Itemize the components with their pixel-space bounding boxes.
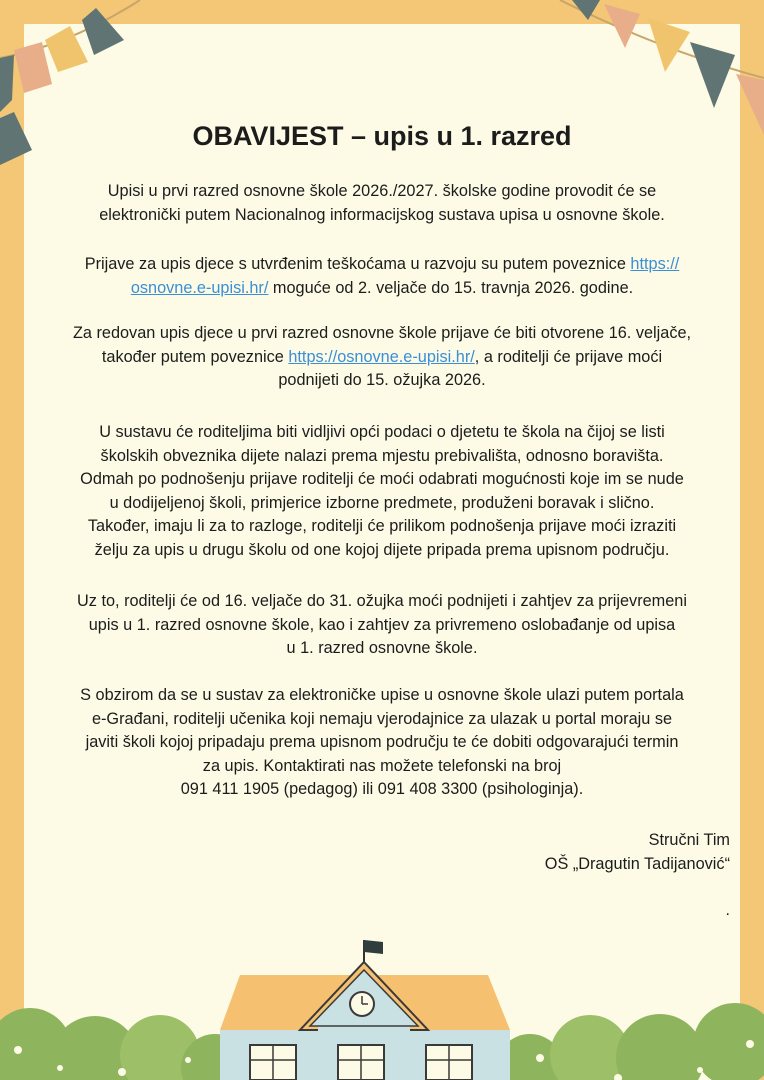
paragraph-early-enrollment: Uz to, roditelji će od 16. veljače do 31. ožujka moći podnijeti i zahtjev za prijevremeni upis u 1. razred osnovne škole, kao i zahtjev za privremeno oslobađanje od upisa u 1. razred osnovne škole.: [77, 592, 687, 657]
paragraph-system-info: U sustavu će roditeljima biti vidljivi opći podaci o djetetu te škola na čijoj se listi školskih obveznika dijete nalazi prema mjestu prebivališta, odnosno boravišta. Odmah po podnošenju prijave roditelji će moći odabrati mogućnosti koje im se nude u dodijeljenoj školi, primjerice izborne predmete, produženi boravak i slično. Također, imaju li za to razloge, roditelji će prilikom podnošenja prijave moći izraziti želju za upis u drugu školu od one kojoj dijete pripada prema upisnom području.: [80, 423, 684, 559]
paragraph-contact: S obzirom da se u sustav za elektroničke upise u osnovne škole ulazi putem portala e-Građani, roditelji učenika koji nemaju vjerodajnice za ulazak u portal moraju se javiti školi kojoj pripadaju prema upisnom području te će dobiti odgovarajući termin za upis. Kontaktirati nas možete telefonski na broj 091 411 1905 (pedagog) ili 091 408 3300 (psihologinja).: [80, 686, 684, 798]
phone-numbers: 091 411 1905 (pedagog) ili 091 408 3300 (psihologinja).: [180, 780, 584, 798]
flag-icon: [690, 42, 735, 108]
signature-school: OŠ „Dragutin Tadijanović“: [544, 854, 730, 873]
eupisi-link-continued[interactable]: osnovne.e-upisi.hr/: [130, 278, 269, 297]
flag-icon: [0, 55, 14, 112]
paragraph-regular-enrollment: Za redovan upis djece u prvi razred osnovne škole prijave će biti otvorene 16. veljače, također putem poveznice https://osnovne.e-upisi.hr/, a roditelji će prijave moći podnijeti do 15. ožujka 2026.: [72, 324, 692, 389]
paragraph-intro: Upisi u prvi razred osnovne škole 2026./2027. školske godine provodit će se elektronički putem Nacionalnog informacijskog sustava upisa u osnovne škole.: [99, 182, 665, 224]
bushes-right: [496, 1003, 764, 1080]
paragraph-special-needs: Prijave za upis djece s utvrđenim teškoćama u razvoju su putem poveznice https:// osnovne.e-upisi.hr/ moguće od 2. veljače do 15. travnja 2026. godine.: [84, 255, 680, 297]
flag-icon: [604, 4, 640, 48]
bunting-right: [560, 0, 764, 135]
flag-icon: [14, 42, 52, 93]
signature-team: Stručni Tim: [648, 831, 730, 849]
page-title: OBAVIJEST – upis u 1. razred: [192, 121, 572, 151]
trailing-dot: .: [725, 902, 730, 919]
eupisi-link[interactable]: https://: [630, 255, 680, 273]
signature: [545, 829, 730, 876]
flag-icon: [82, 8, 124, 55]
bushes-left: [0, 1008, 249, 1080]
flag-icon: [648, 18, 690, 72]
school-building-icon: [220, 940, 510, 1080]
flag-icon: [364, 940, 383, 954]
eupisi-link-2[interactable]: https://osnovne.e-upisi.hr/: [288, 347, 475, 366]
